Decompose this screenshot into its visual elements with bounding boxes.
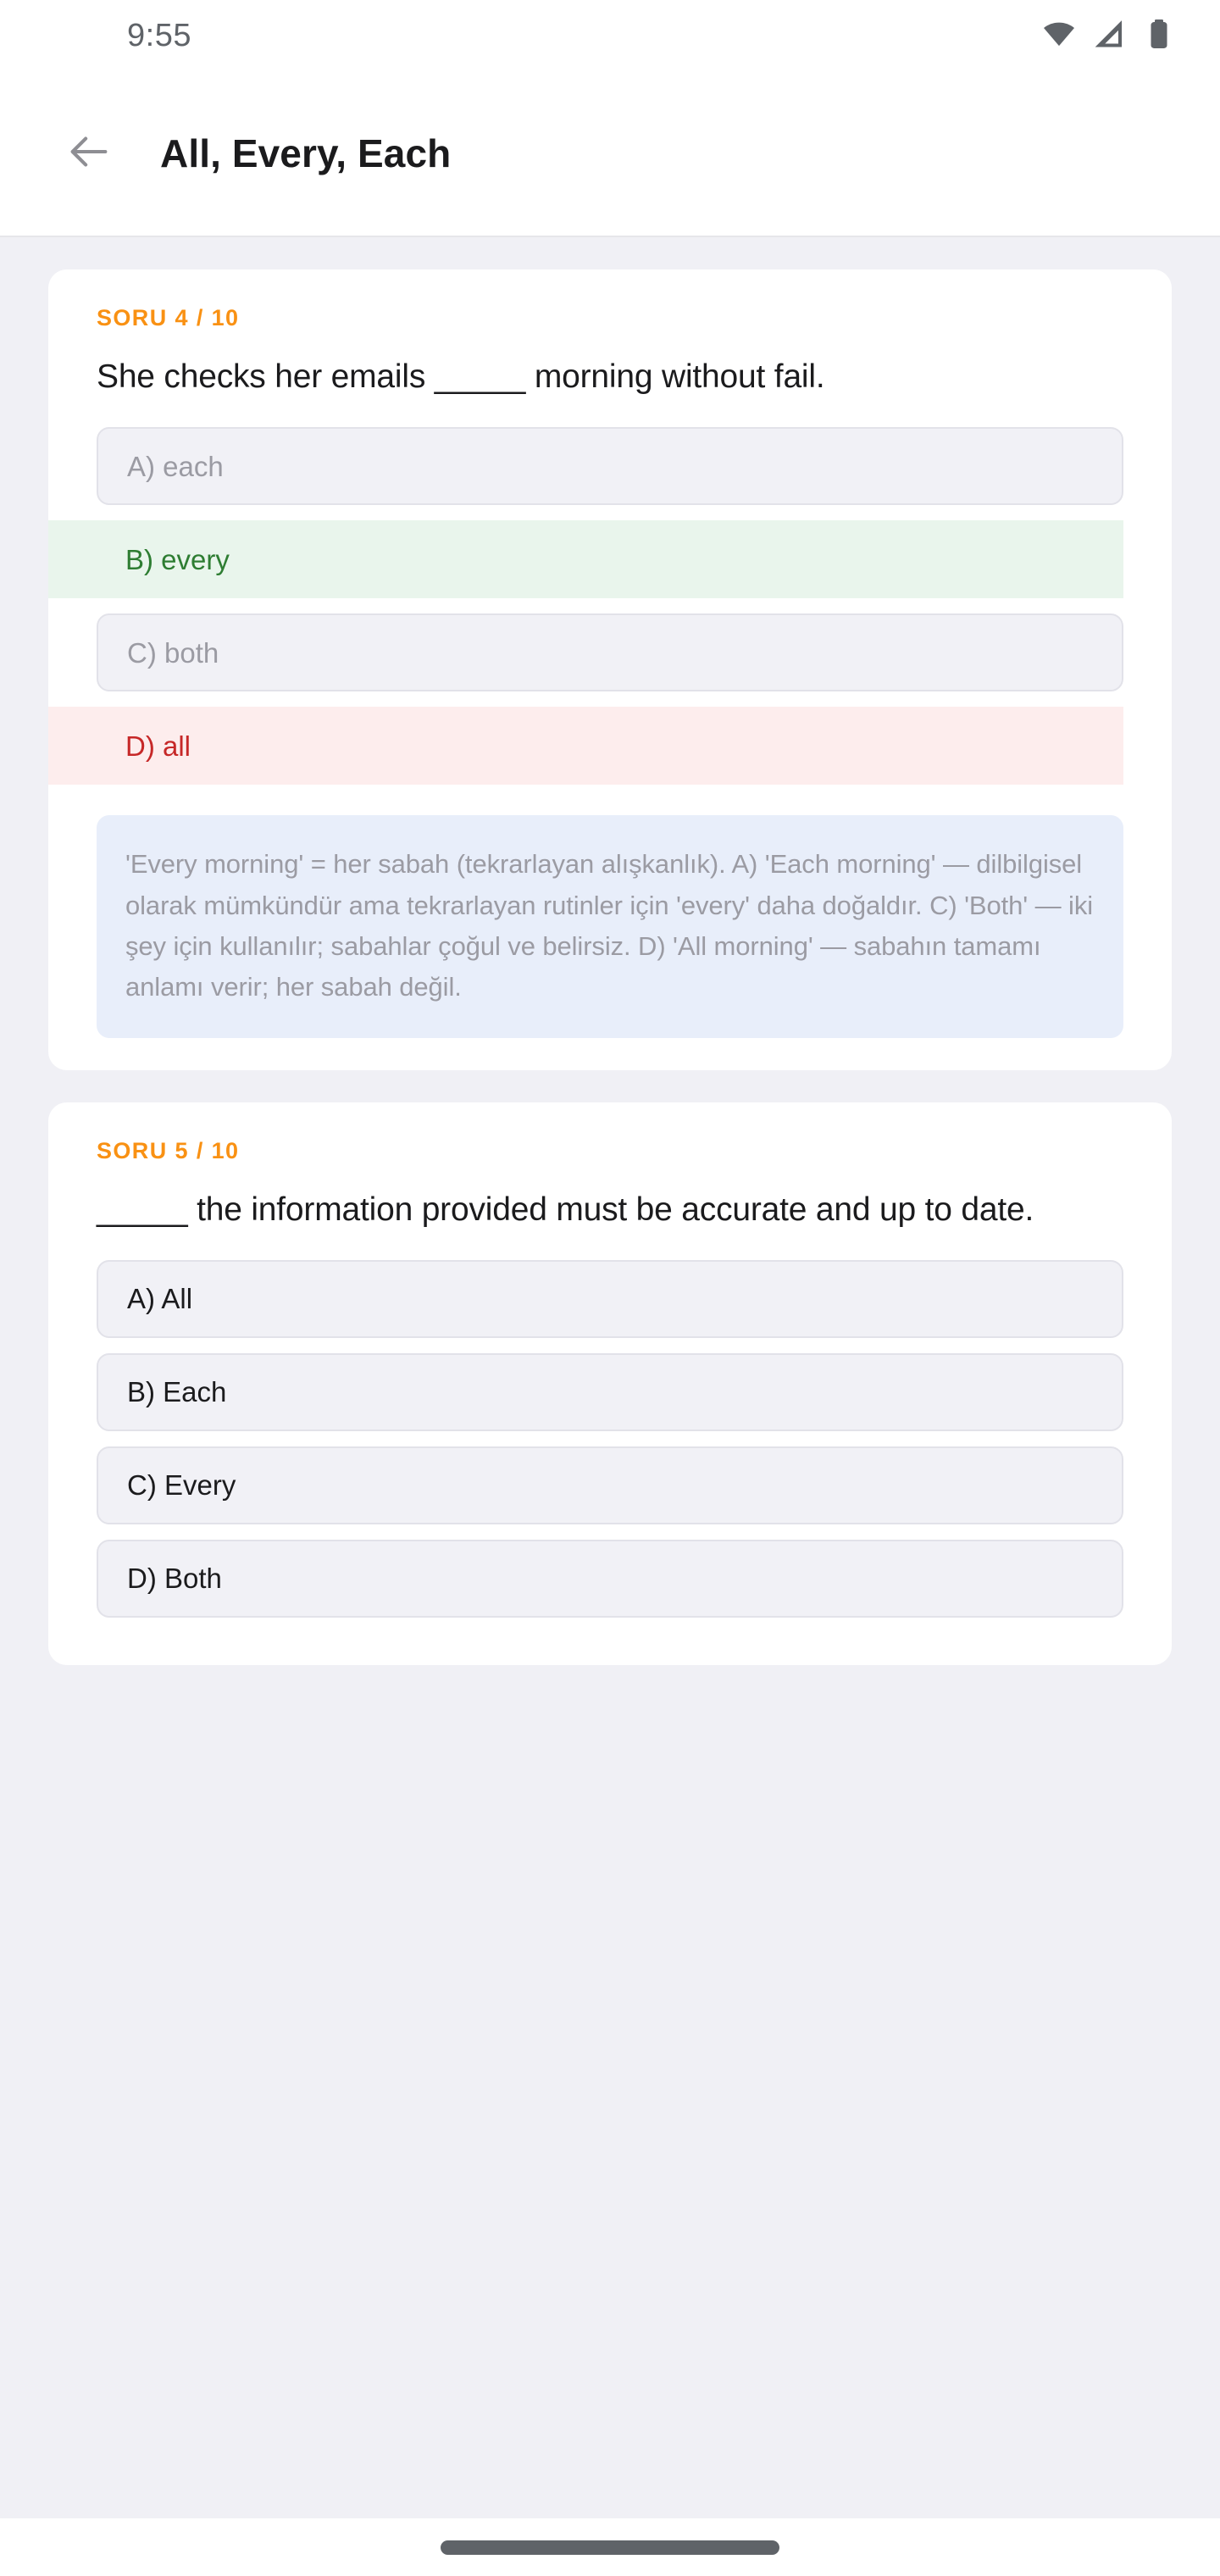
system-navigation-bar — [0, 2518, 1220, 2576]
answer-option-d-selected-wrong[interactable]: D) all — [48, 707, 1123, 785]
answer-option-d[interactable]: D) Both — [97, 1540, 1123, 1618]
question-card — [48, 1102, 1172, 1665]
question-card-header — [48, 307, 1172, 398]
question-card-header — [48, 1137, 1172, 1231]
app-bar — [0, 71, 1220, 237]
status-bar-clock: 9:55 — [127, 18, 191, 53]
question-card — [48, 269, 1172, 1070]
back-arrow-icon — [64, 127, 114, 180]
answer-options — [48, 427, 1172, 785]
answer-option-c[interactable]: C) both — [97, 613, 1123, 691]
answer-option-a[interactable]: A) All — [97, 1260, 1123, 1338]
wifi-icon — [1042, 17, 1076, 55]
page-title: All, Every, Each — [160, 131, 452, 175]
question-counter: SORU 5 / 10 — [97, 1137, 240, 1163]
status-bar-icons — [1042, 17, 1176, 55]
cellular-signal-icon — [1092, 17, 1126, 55]
question-text: She checks her emails _____ morning without fail. — [97, 358, 825, 395]
question-text: _____ the information provided must be accurate and up to date. — [97, 1191, 1034, 1228]
status-bar — [0, 0, 1220, 71]
answer-option-b-correct[interactable]: B) every — [48, 520, 1123, 598]
home-gesture-pill[interactable] — [441, 2540, 779, 2555]
answer-option-c[interactable]: C) Every — [97, 1446, 1123, 1524]
explanation-box: 'Every morning' = her sabah (tekrarlayan alışkanlık). A) 'Each morning' — dilbilgisel olarak mümkündür ama tekrarlayan rutinler için 'every' daha doğaldır. C) 'Both' — iki şey için kullanılır; sabahlar çoğul ve belirsiz. D) 'All morning' — sabahın tamamı anlamı verir; her sabah değil. — [97, 815, 1123, 1037]
question-counter: SORU 4 / 10 — [97, 305, 240, 330]
answer-options — [48, 1260, 1172, 1618]
answer-option-b[interactable]: B) Each — [97, 1353, 1123, 1431]
back-button[interactable] — [61, 125, 117, 181]
battery-icon — [1142, 17, 1176, 55]
answer-option-a[interactable]: A) each — [97, 427, 1123, 505]
question-list[interactable] — [0, 237, 1220, 2576]
